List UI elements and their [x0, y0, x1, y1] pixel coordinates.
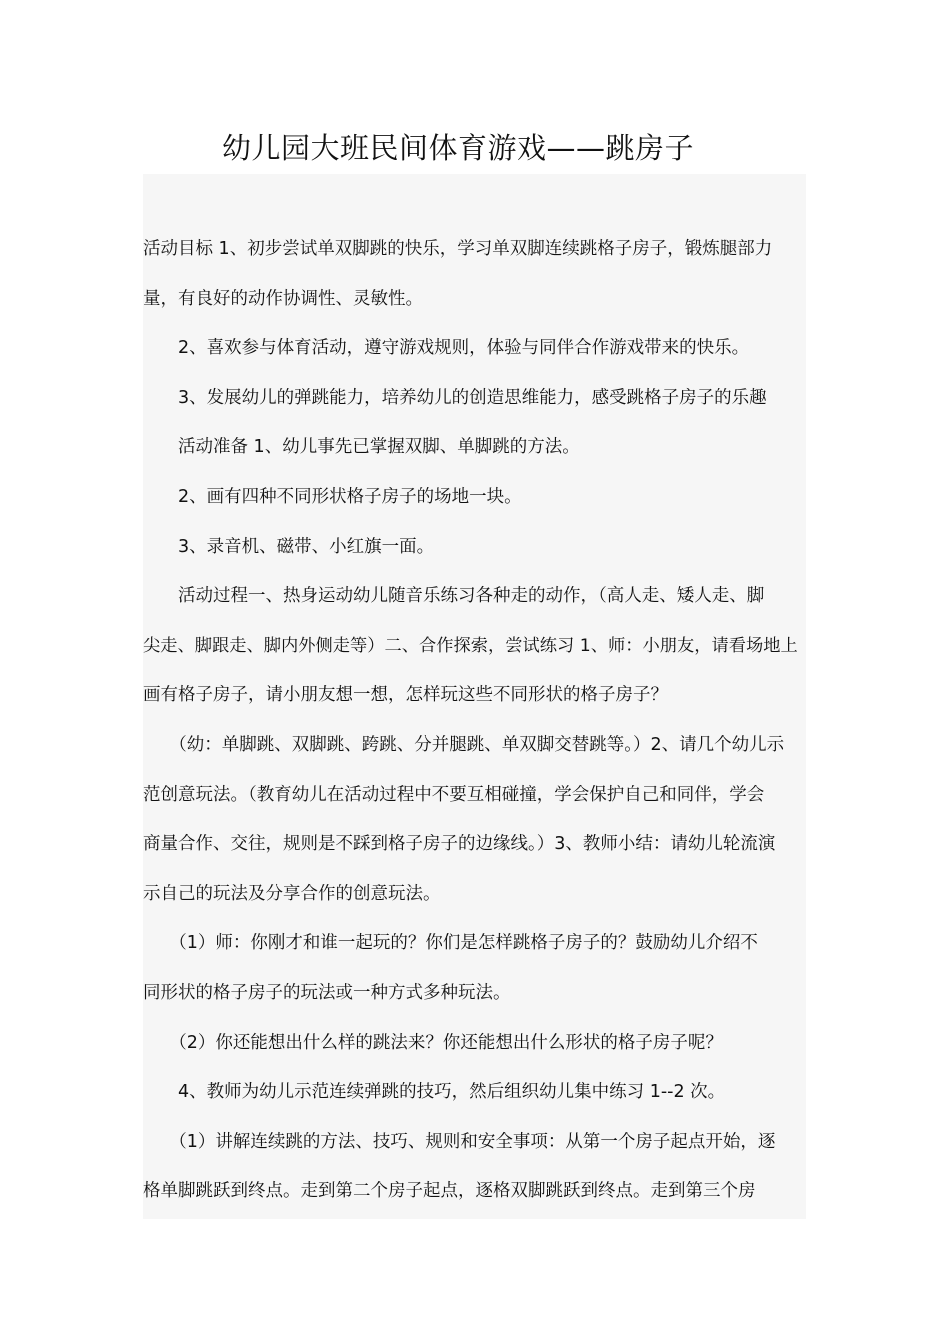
text-line: （1）讲解连续跳的方法、技巧、规则和安全事项：从第一个房子起点开始，逐: [143, 1131, 776, 1152]
text-line: 范创意玩法。（教育幼儿在活动过程中不要互相碰撞，学会保护自己和同伴，学会: [143, 784, 765, 805]
document-body: [143, 174, 806, 1219]
text-line: 活动目标 1、初步尝试单双脚跳的快乐，学习单双脚连续跳格子房子，锻炼腿部力: [143, 239, 773, 259]
text-line: 2、画有四种不同形状格子房子的场地一块。: [143, 486, 522, 507]
text-line: （2）你还能想出什么样的跳法来？你还能想出什么形状的格子房子呢？: [143, 1032, 723, 1053]
text-line: 活动准备 1、幼儿事先已掌握双脚、单脚跳的方法。: [143, 437, 580, 458]
text-line: 活动过程一、热身运动幼儿随音乐练习各种走的动作，（高人走、矮人走、脚: [143, 586, 765, 607]
text-line: 量，有良好的动作协调性、灵敏性。: [143, 288, 423, 309]
text-line: 画有格子房子，请小朋友想一想，怎样玩这些不同形状的格子房子？: [143, 685, 668, 706]
text-line: 尖走、脚跟走、脚内外侧走等）二、合作探索，尝试练习 1、师：小朋友，请看场地上: [143, 635, 798, 656]
text-line: 格单脚跳跃到终点。走到第二个房子起点，逐格双脚跳跃到终点。走到第三个房: [143, 1181, 756, 1202]
text-line: 2、喜欢参与体育活动，遵守游戏规则，体验与同伴合作游戏带来的快乐。: [143, 338, 750, 359]
document-title: 幼儿园大班民间体育游戏——跳房子: [221, 131, 694, 165]
text-line: 商量合作、交往，规则是不踩到格子房子的边缘线。）3、教师小结：请幼儿轮流演: [143, 834, 776, 855]
text-line: 3、发展幼儿的弹跳能力，培养幼儿的创造思维能力，感受跳格子房子的乐趣: [143, 387, 767, 408]
text-line: （幼：单脚跳、双脚跳、跨跳、分并腿跳、单双脚交替跳等。）2、请几个幼儿示: [143, 734, 785, 755]
text-line: 示自己的玩法及分享合作的创意玩法。: [143, 883, 441, 904]
text-line: （1）师：你刚才和谁一起玩的？你们是怎样跳格子房子的？鼓励幼儿介绍不: [143, 933, 758, 954]
text-line: 同形状的格子房子的玩法或一种方式多种玩法。: [143, 982, 511, 1003]
text-line: 3、录音机、磁带、小红旗一面。: [143, 536, 435, 557]
text-line: 4、教师为幼儿示范连续弹跳的技巧，然后组织幼儿集中练习 1--2 次。: [143, 1082, 726, 1103]
